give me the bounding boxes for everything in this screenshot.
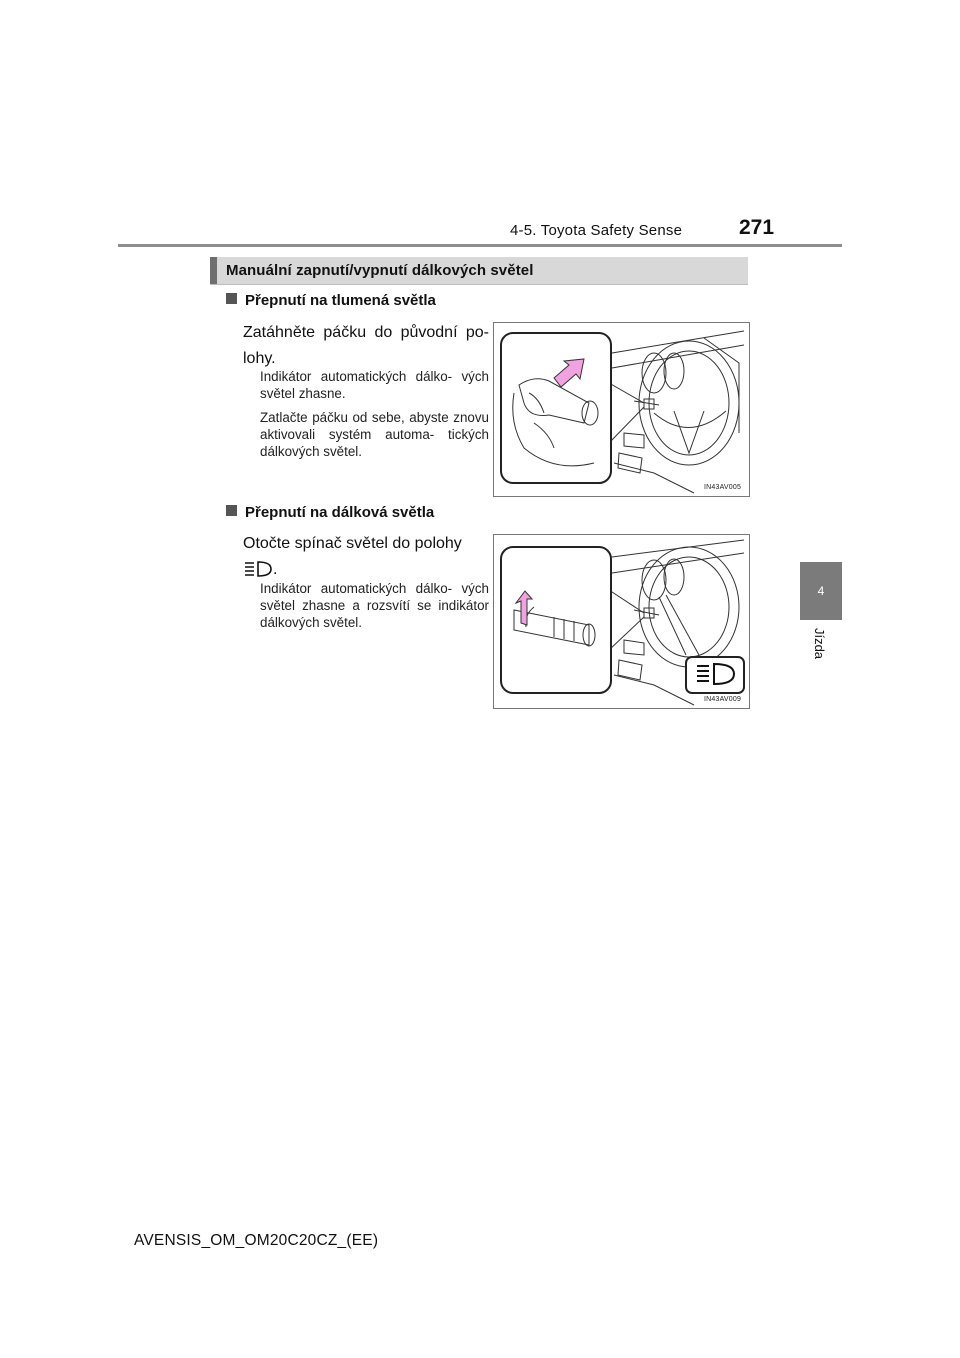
section-heading-bar [210,257,748,285]
square-bullet-icon [226,293,237,304]
note-low-beam-1: Indikátor automatických dálko- vých světel zhasne. [260,369,489,401]
subheading-low-beam [226,292,436,309]
instruction-high-beam [243,531,489,583]
instruction-high-beam-text: Otočte spínač světel do polohy [243,535,462,552]
note-high-beam-1: Indikátor automatických dálko- vých světel zhasne a rozsvítí se indikátor dálkových světel. [260,581,489,630]
instruction-high-beam-period: . [273,561,278,578]
section-heading-title: Manuální zapnutí/vypnutí dálkových světel [226,262,534,279]
high-beam-icon [243,560,273,578]
subheading-high-beam-text: Přepnutí na dálková světla [245,504,435,521]
figure-high-beam-illustration [494,535,749,708]
header-rule [118,244,842,247]
page-number: 271 [739,216,775,239]
header-section-title: 4-5. Toyota Safety Sense [510,222,683,239]
subheading-low-beam-text: Přepnutí na tlumená světla [245,292,436,309]
figure-low-beam-illustration [494,323,749,496]
figure-high-beam [493,534,750,709]
figure-low-beam [493,322,750,497]
subheading-high-beam [226,504,434,521]
chapter-label-text: Jízda [812,627,828,660]
section-heading-accent [210,257,217,284]
square-bullet-icon [226,505,237,516]
footer-document-code: AVENSIS_OM_OM20C20CZ_(EE) [134,1232,379,1249]
figure-code-low-beam: IN43AV005 [704,484,742,491]
chapter-tab: 4 [800,562,842,620]
figure-code-high-beam: IN43AV009 [704,696,742,703]
note-low-beam-2: Zatlačte páčku od sebe, abyste znovu aktivovali systém automa- tických dálkových světel. [260,410,489,459]
chapter-label [794,622,848,668]
instruction-low-beam: Zatáhněte páčku do původní po- lohy. [243,324,489,367]
